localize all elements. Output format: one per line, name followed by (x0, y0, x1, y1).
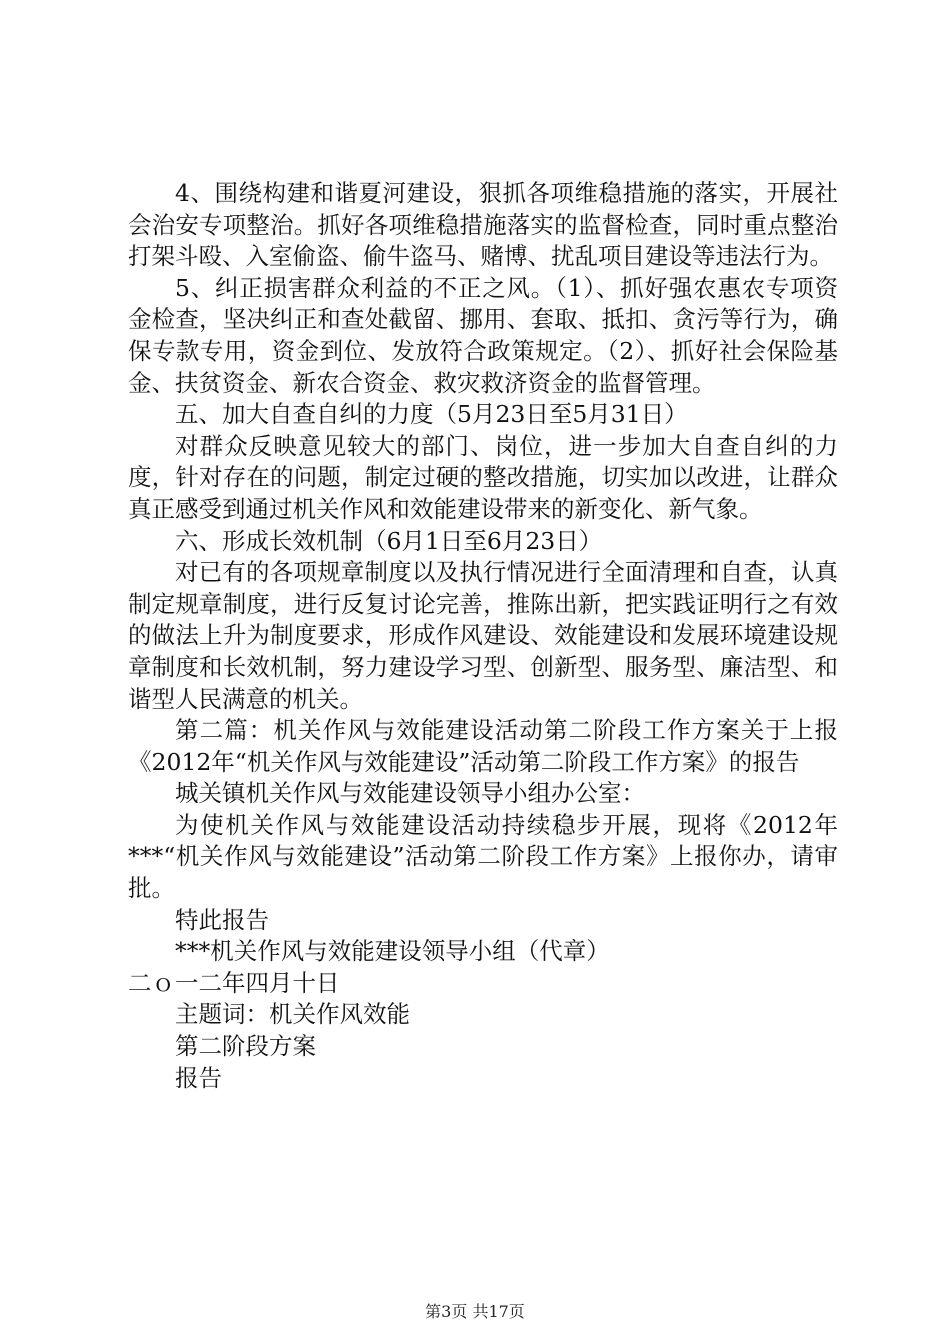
paragraph-item-5: 5、纠正损害群众利益的不正之风。（1）、抓好强农惠农专项资金检查，坚决纠正和查处截留、挪用、套取、抵扣、贪污等行为，确保专款专用，资金到位、发放符合政策规定。（2）、抓好社会保险基金、扶贫资金、新农合资金、救灾救济资金的监督管理。 (128, 273, 838, 397)
subject-keywords: 主题词：机关作风效能 (175, 1000, 410, 1029)
report-date: 二ｏ一二年四月十日 (128, 968, 340, 997)
document-body (128, 178, 838, 1094)
report-body: 为使机关作风与效能建设活动持续稳步开展，现将《2012年***“机关作风与效能建设”活动第二阶段工作方案》上报你办，请审批。 (128, 810, 838, 903)
section-heading-6: 六、形成长效机制（6月1日至6月23日） (175, 526, 603, 555)
page-footer (0, 1302, 950, 1322)
paragraph-long-term-mechanism: 对已有的各项规章制度以及执行情况进行全面清理和自查，认真制定规章制度，进行反复讨论完善，推陈出新，把实践证明行之有效的做法上升为制度要求，形成作风建设、效能建设和发展环境建设规章制度和长效机制，努力建设学习型、创新型、服务型、廉洁型、和谐型人民满意的机关。 (128, 558, 838, 713)
subject-keywords-line-2: 第二阶段方案 (175, 1032, 316, 1061)
second-article-title: 第二篇：机关作风与效能建设活动第二阶段工作方案关于上报《2012年“机关作风与效能建设”活动第二阶段工作方案》的报告 (128, 716, 838, 776)
page-number: 第3页 共17页 (425, 1302, 525, 1321)
report-closing: 特此报告 (175, 905, 269, 934)
paragraph-self-check: 对群众反映意见较大的部门、岗位，进一步加大自查自纠的力度，针对存在的问题，制定过硬的整改措施，切实加以改进，让群众真正感受到通过机关作风和效能建设带来的新变化、新气象。 (128, 431, 838, 523)
report-signature: ***机关作风与效能建设领导小组（代章） (175, 937, 610, 966)
section-heading-5: 五、加大自查自纠的力度（5月23日至5月31日） (175, 400, 688, 429)
paragraph-item-4: 4、围绕构建和谐夏河建设，狠抓各项维稳措施的落实，开展社会治安专项整治。抓好各项维稳措施落实的监督检查，同时重点整治打架斗殴、入室偷盗、偷牛盗马、赌博、扰乱项目建设等违法行为。 (128, 179, 838, 271)
subject-keywords-line-3: 报告 (175, 1063, 222, 1092)
report-recipient: 城关镇机关作风与效能建设领导小组办公室： (175, 779, 645, 808)
